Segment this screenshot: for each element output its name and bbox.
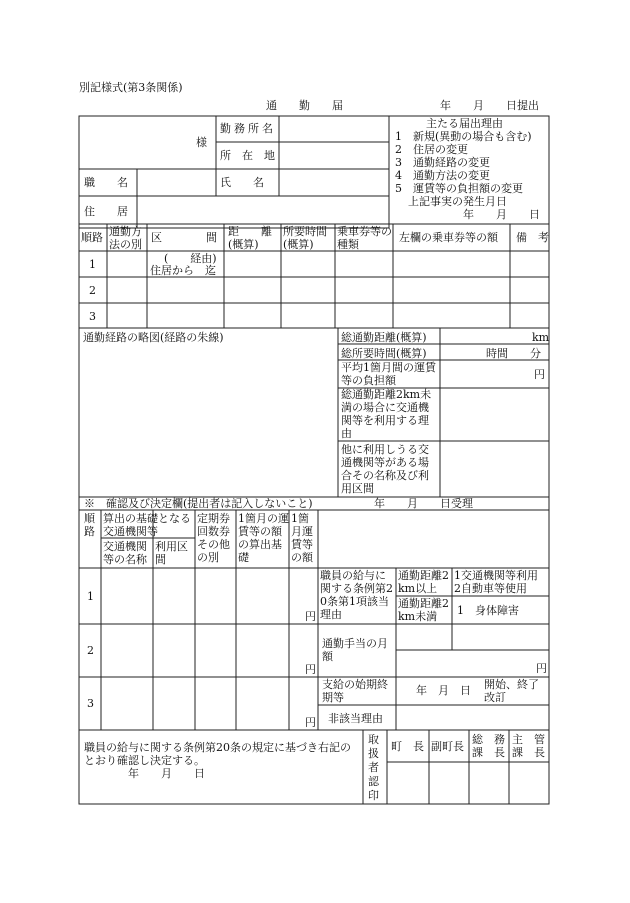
transport-name-header: 交通機関等の名称 <box>103 540 147 566</box>
use-car-option: 2自動車等使用 <box>454 582 527 595</box>
address-label: 所 在 地 <box>220 149 275 162</box>
route-method-header: 通勤方法の別 <box>109 225 142 251</box>
route-row-number: 2 <box>89 284 96 297</box>
yen-unit: 円 <box>305 610 316 623</box>
reason-item: 5 運賃等の負担額の変更 <box>395 182 523 195</box>
residence-label: 住 居 <box>84 205 128 218</box>
job-title-label: 職 名 <box>84 176 128 189</box>
km-unit: km <box>532 331 550 344</box>
confirm-heading: ※ 確認及び決定欄(提出者は記入しないこと) <box>84 497 313 510</box>
confirm-order-header: 順路 <box>84 512 95 538</box>
decision-text: 職員の給与に関する条例第20条の規定に基づき右記のとおり確認し決定する。 <box>84 741 351 767</box>
route-time-sub: (概算) <box>283 238 314 251</box>
confirm-row-number: 2 <box>87 644 94 657</box>
route-row-number: 1 <box>89 258 96 271</box>
short-distance-reason-label: 総通勤距離2km未満の場合に交通機関等を利用する理由 <box>341 388 432 440</box>
route-ticket-type-header: 乗車券等の種類 <box>337 225 392 251</box>
route-order-header: 順路 <box>81 231 103 244</box>
monthly-fare-basis-header: 1箇月の運賃等の額の算出基礎 <box>238 512 289 564</box>
time-unit: 時間 分 <box>486 347 541 360</box>
from-to-text: 住居から 迄 <box>150 264 216 277</box>
start-end-date: 年 月 日 <box>416 684 471 697</box>
received-date: 年 月 日受理 <box>374 497 473 510</box>
yen-unit: 円 <box>305 716 316 729</box>
disability-option: 1 身体障害 <box>457 604 519 617</box>
sketch-title: 通勤経路の略図(経路の朱線) <box>83 331 224 344</box>
route-row-number: 3 <box>89 310 96 323</box>
route-time-header: 所要時間 <box>283 225 327 238</box>
route-remarks-header: 備 考 <box>516 231 549 244</box>
via-text: ( 経由) <box>164 252 217 265</box>
occurrence-date: 年 月 日 <box>463 208 540 221</box>
reason-heading: 主たる届出理由 <box>426 117 503 130</box>
route-ticket-amount-header: 左欄の乗車券等の額 <box>399 231 498 244</box>
route-section-header: 区 間 <box>151 231 217 244</box>
not-applicable-label: 非該当理由 <box>328 712 383 725</box>
confirm-row-number: 3 <box>87 697 94 710</box>
distance-under-2km: 通勤距離2km未満 <box>398 597 449 623</box>
decision-date: 年 月 日 <box>128 767 205 780</box>
page-title: 通 勤 届 <box>266 99 343 112</box>
approver-label: 取扱者認印 <box>368 733 379 802</box>
supervising-chief-seal: 主 管課 長 <box>512 733 545 759</box>
yen-unit: 円 <box>534 368 545 381</box>
total-time-label: 総所要時間(概算) <box>341 347 427 360</box>
occurrence-label: 上記事実の発生月日 <box>408 195 507 208</box>
deputy-mayor-seal: 副町長 <box>431 740 464 753</box>
name-label: 氏 名 <box>220 176 264 189</box>
article-label: 職員の給与に関する条例第20条第1項該当理由 <box>320 569 393 621</box>
distance-over-2km: 通勤距離2km以上 <box>398 569 449 595</box>
office-label: 勤務所名 <box>220 122 276 135</box>
other-transport-label: 他に利用しうる交通機関等がある場合その名称及び利用区間 <box>341 443 429 495</box>
reason-item: 1 新規(異動の場合も含む) <box>395 130 532 143</box>
total-distance-label: 総通勤距離(概算) <box>341 331 427 344</box>
start-end-label: 支給の始期終期等 <box>322 678 388 704</box>
sama-label: 様 <box>196 136 207 149</box>
yen-unit: 円 <box>536 662 547 675</box>
route-distance-sub: (概算) <box>228 238 259 251</box>
allowance-label: 通勤手当の月額 <box>322 637 388 663</box>
basis-transport-header: 算出の基礎となる交通機関等 <box>103 512 191 538</box>
commuter-ticket-header: 定期券回数券その他の別 <box>197 512 230 564</box>
town-mayor-seal: 町 長 <box>391 740 424 753</box>
monthly-fare-header: 1箇月運賃等の額 <box>291 512 313 564</box>
reason-item: 4 通勤方法の変更 <box>395 169 490 182</box>
monthly-burden-label: 平均1箇月間の運賃等の負担額 <box>341 361 436 387</box>
confirm-row-number: 1 <box>87 590 94 603</box>
form-id: 別記様式(第3条関係) <box>79 81 183 94</box>
yen-unit: 円 <box>305 663 316 676</box>
general-affairs-chief-seal: 総 務課 長 <box>472 733 505 759</box>
reason-item: 3 通勤経路の変更 <box>395 156 490 169</box>
start-end-options: 開始、終了改訂 <box>484 678 539 704</box>
sketch-box <box>79 328 549 497</box>
use-transport-option: 1交通機関等利用 <box>454 569 538 582</box>
use-section-header: 利用区間 <box>155 540 188 566</box>
submit-date: 年 月 日提出 <box>440 99 539 112</box>
reason-item: 2 住居の変更 <box>395 143 468 156</box>
route-distance-header: 距 離 <box>228 225 272 238</box>
